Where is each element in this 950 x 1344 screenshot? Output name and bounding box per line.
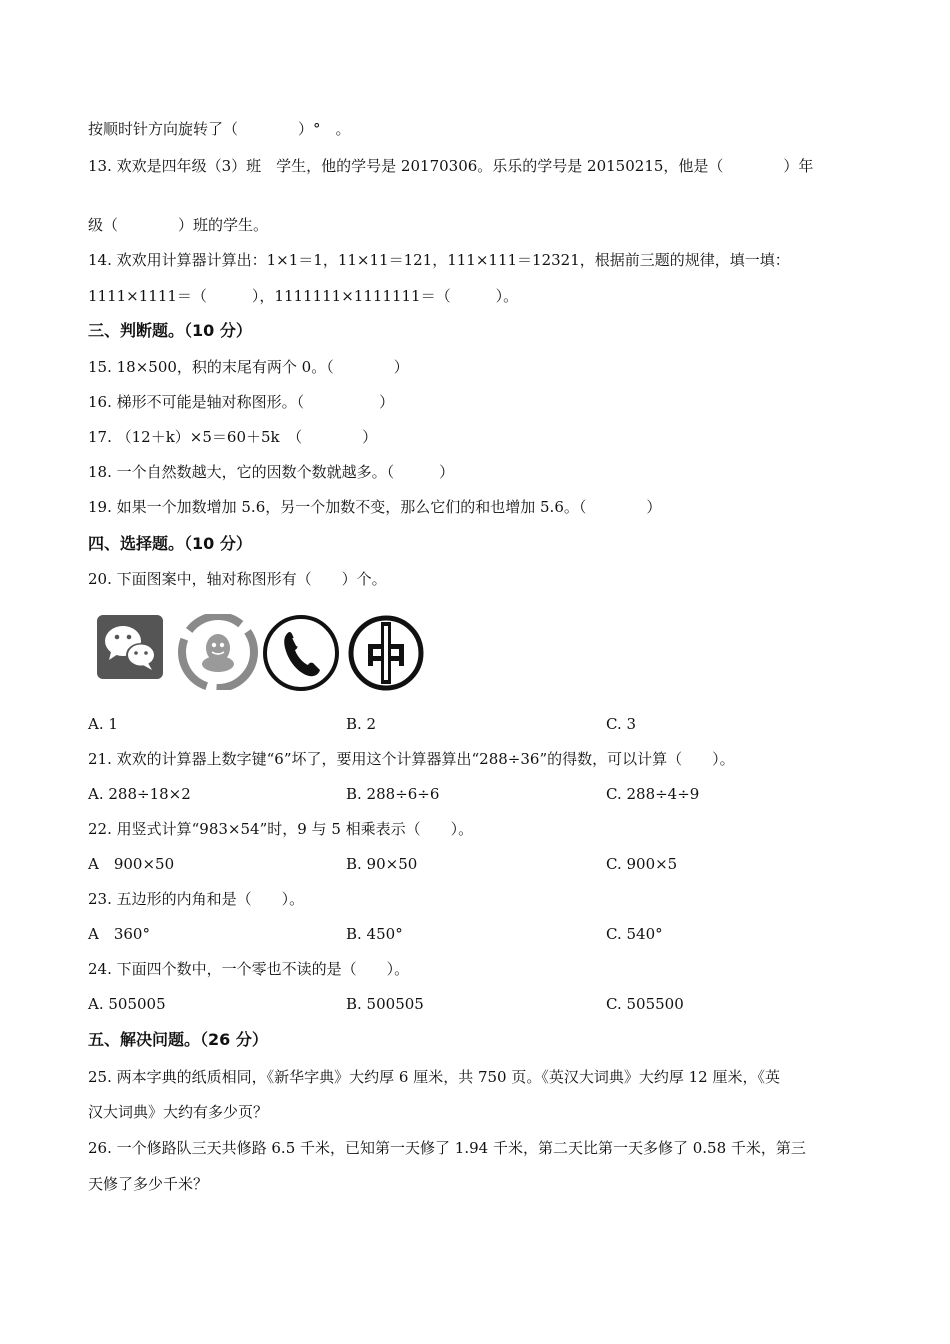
q20-option-c: C. 3	[606, 715, 637, 733]
question-20: 20. 下面图案中，轴对称图形有（ ）个。	[88, 570, 387, 588]
qq-logo-icon	[178, 614, 260, 690]
q12-continuation: 按顺时针方向旋转了（ ）° 。	[88, 120, 351, 138]
question-21: 21. 欢欢的计算器上数字键“6”坏了，要用这个计算器算出“288÷36”的得数，可以计算（ ）。	[88, 750, 735, 768]
q20-option-a: A. 1	[88, 715, 118, 733]
q24-option-c: C. 505500	[606, 995, 684, 1013]
section-heading-choice: 四、选择题。（10 分）	[88, 534, 252, 553]
q22-option-a: A 900×50	[88, 855, 175, 873]
question-26-continuation: 天修了多少千米？	[88, 1175, 209, 1193]
q22-option-b: B. 90×50	[346, 855, 418, 873]
bank-logo-icon	[346, 614, 426, 692]
telephone-icon	[261, 614, 341, 692]
q24-option-a: A. 505005	[88, 995, 166, 1013]
question-23: 23. 五边形的内角和是（ ）。	[88, 890, 305, 908]
question-26: 26. 一个修路队三天共修路 6.5 千米，已知第一天修了 1.94 千米，第二天比第一天多修了 0.58 千米，第三	[88, 1139, 806, 1157]
q21-option-b: B. 288÷6÷6	[346, 785, 440, 803]
question-13: 13. 欢欢是四年级（3）班 学生，他的学号是 20170306。乐乐的学号是 20150215，他是（ ）年	[88, 157, 814, 175]
question-17: 17. （12＋k）×5＝60＋5k （ ）	[88, 428, 378, 446]
wechat-icon	[96, 614, 166, 680]
question-18: 18. 一个自然数越大，它的因数个数就越多。（ ）	[88, 463, 455, 481]
q23-option-c: C. 540°	[606, 925, 663, 943]
question-25: 25. 两本字典的纸质相同，《新华字典》大约厚 6 厘米，共 750 页。《英汉大词典》大约厚 12 厘米，《英	[88, 1068, 780, 1086]
question-14-continuation: 1111×1111＝（ ），1111111×1111111＝（ ）。	[88, 287, 519, 305]
section-heading-judgement: 三、判断题。（10 分）	[88, 321, 252, 340]
question-22: 22. 用竖式计算“983×54”时，9 与 5 相乘表示（ ）。	[88, 820, 474, 838]
question-24: 24. 下面四个数中，一个零也不读的是（ ）。	[88, 960, 410, 978]
q20-option-b: B. 2	[346, 715, 377, 733]
q23-option-a: A 360°	[88, 925, 150, 943]
q21-option-a: A. 288÷18×2	[88, 785, 191, 803]
q23-option-b: B. 450°	[346, 925, 403, 943]
q22-option-c: C. 900×5	[606, 855, 678, 873]
section-heading-problems: 五、解决问题。（26 分）	[88, 1030, 268, 1049]
question-25-continuation: 汉大词典》大约有多少页？	[88, 1103, 269, 1121]
q21-option-c: C. 288÷4÷9	[606, 785, 700, 803]
q24-option-b: B. 500505	[346, 995, 424, 1013]
question-14: 14. 欢欢用计算器计算出：1×1＝1，11×11＝121，111×111＝12321，根据前三题的规律，填一填：	[88, 251, 790, 269]
question-15: 15. 18×500，积的末尾有两个 0。（ ）	[88, 358, 409, 376]
question-13-continuation: 级（ ）班的学生。	[88, 216, 269, 234]
symbol-pictures	[96, 614, 436, 694]
question-19: 19. 如果一个加数增加 5.6，另一个加数不变，那么它们的和也增加 5.6。（ ）	[88, 498, 662, 516]
question-16: 16. 梯形不可能是轴对称图形。（ ）	[88, 393, 395, 411]
